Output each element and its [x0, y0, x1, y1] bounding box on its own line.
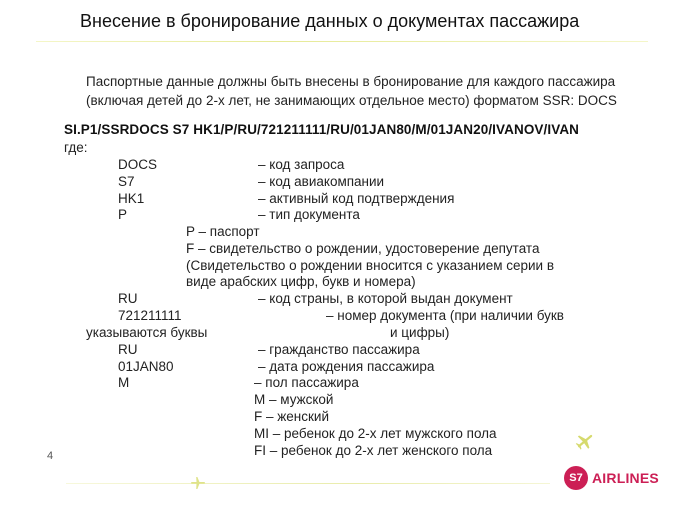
intro-line-1: Паспортные данные должны быть внесены в бронирование для каждого пассажира	[86, 74, 616, 89]
field-detail: F – женский	[254, 409, 329, 424]
field-description: – код авиакомпании	[258, 174, 385, 189]
page-number: 4	[47, 450, 54, 462]
field-code: 01JAN80	[118, 359, 174, 374]
field-code: M	[118, 375, 130, 390]
airplane-small-icon	[190, 476, 206, 490]
field-code: DOCS	[118, 157, 158, 172]
field-description: – активный код подтверждения	[258, 191, 455, 206]
field-detail: виде арабских цифр, букв и номера)	[186, 274, 416, 289]
field-description-cont: указываются буквы	[86, 325, 208, 340]
field-description: – код страны, в которой выдан документ	[258, 291, 513, 306]
field-code: HK1	[118, 191, 145, 206]
field-detail: M – мужской	[254, 392, 334, 407]
footer-divider	[66, 483, 550, 484]
field-description: – гражданство пассажира	[258, 342, 420, 357]
logo-mark: S7	[564, 466, 588, 490]
page-title: Внесение в бронирование данных о документах пассажира	[80, 11, 580, 31]
logo-text: AIRLINES	[592, 470, 659, 486]
field-code: 721211111	[118, 308, 182, 323]
where-label: где:	[64, 140, 88, 155]
field-code: P	[118, 207, 128, 222]
intro-line-2: (включая детей до 2-х лет, не занимающих отдельное место) форматом SSR: DOCS	[86, 93, 617, 108]
command-example: SI.P1/SSRDOCS S7 HK1/P/RU/721211111/RU/01JAN80/M/01JAN20/IVANOV/IVAN	[64, 122, 580, 137]
field-description: – код запроса	[258, 157, 345, 172]
field-code: S7	[118, 174, 135, 189]
title-divider	[36, 41, 648, 42]
field-detail: MI – ребенок до 2-х лет мужского пола	[254, 426, 497, 441]
field-detail: (Свидетельство о рождении вносится с указанием серии в	[186, 258, 555, 273]
field-code: RU	[118, 342, 138, 357]
field-description: – пол пассажира	[254, 375, 359, 390]
field-detail: P – паспорт	[186, 224, 260, 239]
field-description: – номер документа (при наличии букв	[326, 308, 564, 323]
field-description: – тип документа	[258, 207, 360, 222]
field-description-cont: и цифры)	[390, 325, 450, 340]
s7-airlines-logo	[564, 466, 659, 490]
field-detail: FI – ребенок до 2-х лет женского пола	[254, 443, 493, 458]
airplane-icon	[574, 430, 596, 452]
field-detail: F – свидетельство о рождении, удостоверение депутата	[186, 241, 540, 256]
field-description: – дата рождения пассажира	[258, 359, 435, 374]
field-code: RU	[118, 291, 138, 306]
